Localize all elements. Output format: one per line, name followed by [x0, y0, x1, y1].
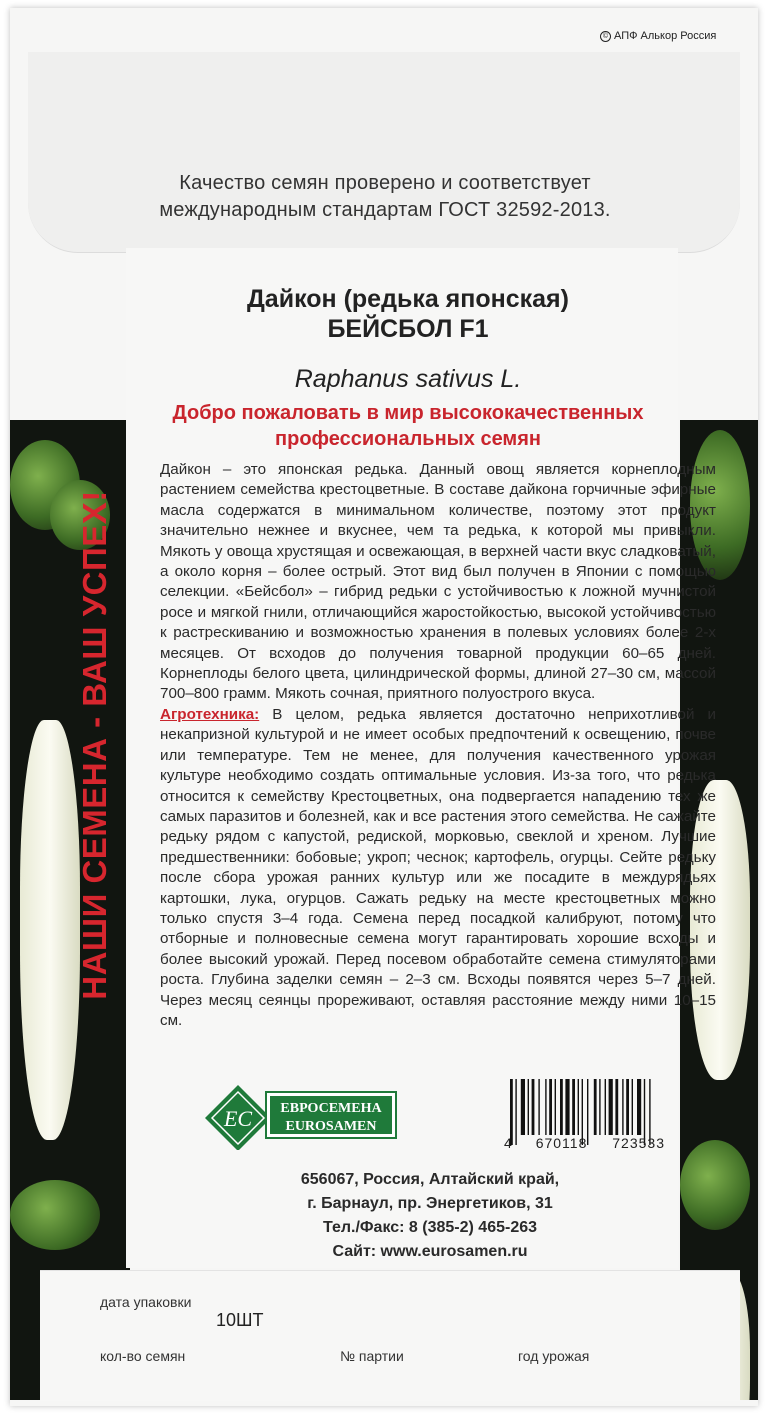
welcome-line2: профессиональных семян	[275, 428, 541, 450]
batch-label: № партии	[340, 1348, 404, 1364]
agro-text: В целом, редька является достаточно неприхотливой и некапризной культурой и не имеет особых предпочтений к освещению, почве или температуре. Тем не менее, для получения качественного урожая культуре необходимо создать оптимальные условия. Из-за того, что редька относится к семейству Крестоцветных, она подвергается нападению тех же самых паразитов и болезней, как и все растения этого семейства. Не сажайте редьку рядом с капустой, редиской, морковью, свеклой и хреном. Лучшие предшественники: бобовые; укроп; чеснок; картофель, огурцы. Сейте редьку после сбора урожая ранних культур или же посадите в междурядьях картошки, лука, огурцов. Сажать редьку на месте крестоцветных можно только спустя 3–4 года. Семена перед посадкой калибруют, потому что отборные и полновесные семена могут гарантировать хорошие всходы и более высокий урожай. Перед посевом обработайте семена стимуляторами роста. Глубина заделки семян – 2–3 см. Всходы появятся через 5–7 дней. Через месяц сеянцы прореживают, оставляя расстояние между ними 10–15 см.	[160, 705, 716, 1029]
product-title	[130, 284, 686, 344]
barcode-bar	[521, 1079, 525, 1135]
address-line1: 656067, Россия, Алтайский край,	[300, 1171, 560, 1188]
barcode-bar	[632, 1079, 633, 1135]
barcode-group1: 670118	[535, 1135, 588, 1151]
barcode-bar	[637, 1079, 641, 1135]
barcode-bar	[555, 1079, 556, 1135]
barcode-bar	[549, 1079, 552, 1135]
address-line2: г. Барнаул, пр. Энергетиков, 31	[307, 1195, 553, 1212]
address-block	[230, 1168, 630, 1264]
barcode-bar	[594, 1079, 597, 1135]
barcode-bar	[572, 1079, 575, 1135]
barcode-bar	[605, 1079, 606, 1135]
barcode-number	[504, 1135, 680, 1151]
phone-fax: Тел./Факс: 8 (385-2) 465-263	[322, 1219, 538, 1236]
latin-name: Raphanus sativus L.	[294, 365, 522, 393]
barcode-first-digit: 4	[504, 1135, 513, 1151]
welcome-text	[100, 400, 716, 452]
product-variety: БЕЙСБОЛ F1	[327, 315, 489, 343]
barcode-bar	[538, 1079, 539, 1135]
packaging-info-panel	[40, 1270, 740, 1401]
barcode-bar	[599, 1079, 600, 1135]
barcode-bar	[609, 1079, 613, 1135]
barcode-group2: 723533	[612, 1135, 665, 1151]
product-title-line1: Дайкон (редька японская)	[247, 285, 569, 313]
welcome-line1: Добро пожаловать в мир высококачественных	[172, 402, 644, 424]
barcode-bar	[560, 1079, 563, 1135]
website: Сайт: www.eurosamen.ru	[332, 1243, 528, 1260]
agro-label: Агротехника:	[160, 705, 260, 723]
barcode-bar	[545, 1079, 546, 1135]
logo-text-ru: ЕВРОСЕМЕНА	[280, 1101, 382, 1116]
barcode-bar	[528, 1079, 529, 1135]
manufacturer-mark: © АПФ Алькор Россия	[600, 30, 716, 42]
barcode-bar	[615, 1079, 618, 1135]
barcode-bar	[622, 1079, 623, 1135]
quality-note	[40, 170, 730, 224]
seed-count-value: 10ШТ	[216, 1310, 264, 1330]
copyright-icon: ©	[600, 31, 611, 42]
seed-count-label: кол-во семян	[100, 1348, 186, 1364]
barcode-bar	[565, 1079, 569, 1135]
barcode-bar	[626, 1079, 629, 1135]
logo-text-en: EUROSAMEN	[285, 1119, 377, 1134]
description-text: Дайкон – это японская редька. Данный овощ является корнеплодным растением семейства крестоцветные. В составе дайкона горчичные эфирные масла содержатся в минимальном количестве, поэтому этот продукт значительно нежнее и вкуснее, чем та редька, к которой мы привыкли. Мякоть у овоща хрустящая и освежающая, в верхней части вкус сладковатый, а около корня – более острый. Этот вид был получен в Японии с помощью селекции. «Бейсбол» – гибрид редьки с устойчивостью к ложной мучнистой росе и мягкой гнили, отличающийся жаростойкостью, высокой устойчивостью к растрескиванию и возможностью хранения в полевых условиях более 2-х месяцев. От всходов до получения товарной продукции 60–65 дней. Корнеплоды белого цвета, цилиндрической формы, длиной 27–30 см, массой 700–800 грамм. Мякоть сочная, приятного полуострого вкуса.	[160, 461, 717, 703]
quality-note-line2: международным стандартам ГОСТ 32592-2013.	[159, 199, 611, 221]
quality-note-line1: Качество семян проверено и соответствует	[179, 172, 591, 194]
slogan: НАШИ СЕМЕНА - ВАШ УСПЕХ!	[76, 490, 113, 1000]
barcode-bar	[532, 1079, 535, 1135]
harvest-year-label: год урожая	[518, 1348, 590, 1364]
logo-monogram: EC	[223, 1106, 253, 1131]
eurosamen-logo	[200, 1080, 400, 1150]
description-block	[160, 460, 716, 1031]
pack-date-label: дата упаковки	[100, 1294, 192, 1310]
barcode-bar	[578, 1079, 579, 1135]
